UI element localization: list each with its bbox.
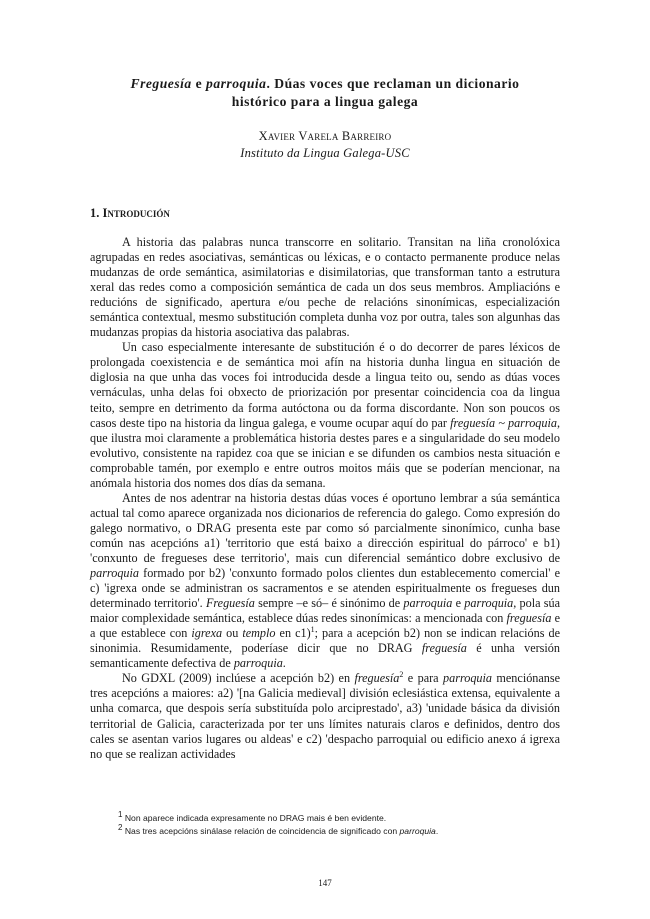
footnote-ref-2[interactable]: 2 [399,670,404,680]
paragraph-2: Un caso especialmente interesante de substitución é o do decorrer de pares léxicos de prolongada coexistencia e de semántica moi afín na historia dunha lingua en situación de diglosia na que unha das voces foi introducida desde a lingua teito ou, sendo as dúas voces vernáculas, unha delas foi obxecto de priorización por presentar coincidencia coa da lingua teito, sempre en detrimento da forma autóctona ou da forma discordante. Non son poucos os casos deste tipo na historia da lingua galega, e voume ocupar aquí do par freguesía ~ parroquia, que ilustra moi claramente a problemática historia destes pares e a singularidade do seu modelo evolutivo, consistente na rapidez coa que se inician e se difunden os cambios nesta situación e comprobable tamén, por exemplo e entre outros moitos máis que se poderían mencionar, na anómala historia dos nomes dos días da semana. [90,340,561,490]
paragraph-1: A historia das palabras nunca transcorre en solitario. Transitan na liña cronolóxica agrupadas en redes asociativas, semánticas ou léxicas, e o contacto permanente produce nelas mudanzas de orde semántica, asimilatorias e disimilatorias, que transforman tanto a estrutura xeral das redes como a composición semántica de cada un dos seus membros. Ampliacións e reducións de significado, apertura e/ou peche de relacións sinonímicas, especialización semántica contextual, mesmo substitución completa dunha voz por outra, tales son algunhas das mudanzas propias da historia asociativa das palabras. [90,235,560,340]
italic-term: freguesía ~ parroquia [450,415,557,430]
page-number: 147 [318,878,332,888]
italic-term: freguesía [354,671,400,686]
title-word-parroquia: parroquia [206,76,267,91]
author-name: Xavier Varela Barreiro [258,129,392,143]
article-title [90,75,560,111]
footnote-2: $^2$ Nas tres acepcións sinálase relación de coincidencia de significado con parroquia. [118,822,439,836]
footnote-1: $^1$ Non aparece indicada expresamente no DRAG mais é ben evidente. [118,810,387,823]
footnote-ref-1[interactable]: 1 [310,625,315,635]
italic-term: parroquia [90,566,139,581]
italic-term: templo [242,626,276,641]
title-rest-line1: . Dúas voces que reclaman un dicionario [266,76,520,91]
title-line2: histórico para a lingua galega [231,94,419,109]
footnotes [118,812,558,837]
body-text [90,235,560,762]
title-conjunction: e [195,76,203,91]
italic-term: parroquia [443,671,492,686]
italic-term: Freguesía [205,596,255,611]
italic-term: freguesía [421,641,467,656]
paragraph-3: Antes de nos adentrar na historia destas dúas voces é oportuno lembrar a súa semántica actual tal como aparece organizada nos dicionarios de referencia do galego. Como expresión do galego normativo, o DRAG presenta este par como só parcialmente sinonímico, cunha base común nas acepcións a1) 'territorio que está baixo a dirección espiritual do párroco' e b1) 'conxunto de fregueses dese territorio', mais cun diferencial semántico dobre exclusivo de parroquia formado por b2) 'conxunto formado polos clientes dun establecemento comercial' e c) 'igrexa onde se administran os sacramentos e se atenden espiritualmente os fregueses dun determinado territorio'. Freguesía sempre –e só– é sinónimo de parroquia e parroquia, pola súa maior complexidade semántica, establece dúas redes sinonímicas: a mencionada con freguesía e a que establece con igrexa ou templo en c1)$^1$; para a acepción b2) non se indican relacións de sinonimia. Resumidamente, poderíase dicir que no DRAG freguesía é unha versión semanticamente defectiva de parroquia. [90,490,561,671]
paragraph-4: No GDXL (2009) inclúese a acepción b2) en freguesía$^2$ e para parroquia menciónanse tres acepcións a maiores: a2) '[na Galicia medieval] división eclesiástica extensa, equivalente a unha comarca, que despois sería substituída polo arciprestado', a3) 'unidade básica da división territorial de Galicia, caracterizada por ter uns límites naturais claros e definidos, dentro dos cales se asentan varios lugares ou aldeas' e c2) 'despacho parroquial ou edificio anexo á igrexa no que se realizan actividades [90,670,561,761]
italic-term: parroquia [233,656,283,671]
italic-term: parroquia [403,596,453,611]
italic-term: freguesía [506,611,552,626]
section-heading: 1. Introdución [90,206,170,220]
italic-term: igrexa [191,626,223,641]
italic-term: parroquia [464,596,514,611]
author-affiliation: Instituto da Lingua Galega-USC [240,146,410,160]
title-word-freguesia: Freguesía [130,76,192,91]
